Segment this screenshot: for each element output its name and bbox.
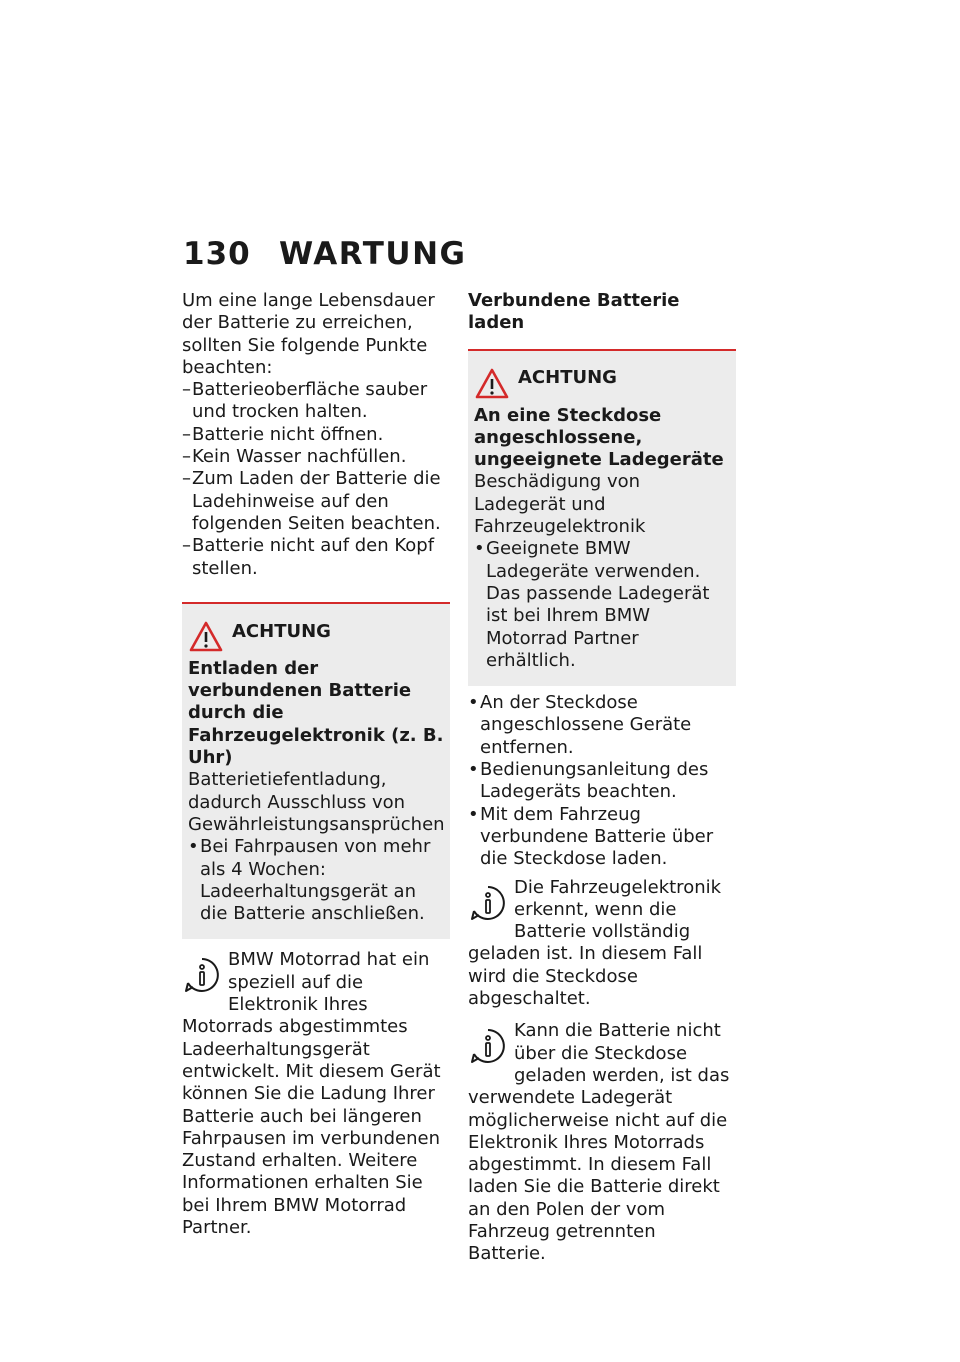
warning-consequence: Batterietiefentladung, dadurch Ausschluss von Gewährleistungsansprüchen (188, 769, 445, 835)
info-text: BMW Motorrad hat ein speziell auf die Elektronik Ihres Motorrads abgestimmtes Ladeerhaltungsgerät entwickelt. Mit diesem Gerät können Sie die Ladung Ihrer Batterie auch bei längeren Fahrpausen im verbundenen Zustand erhalten. Weitere Informationen erhalten Sie bei Ihrem BMW Motorrad Partner. (182, 949, 441, 1238)
warning-box (182, 602, 450, 940)
list-item: – Batterieoberfläche sauber und trocken halten. (182, 379, 450, 424)
warning-triangle-icon (188, 620, 224, 654)
list-item: – Batterie nicht auf den Kopf stellen. (182, 535, 450, 580)
list-item: – Kein Wasser nachfüllen. (182, 446, 450, 468)
warning-label: ACHTUNG (518, 367, 617, 389)
left-column (182, 290, 450, 1239)
warning-box (468, 349, 736, 687)
right-column (468, 290, 736, 1266)
info-note (468, 1020, 736, 1265)
warning-subtitle: Entladen der verbundenen Batterie durch die Fahrzeugelektronik (z. B. Uhr) (188, 657, 444, 769)
info-text: Die Fahrzeugelektronik erkennt, wenn die Batterie vollständig geladen ist. In diesem Fall wird die Steckdose abgeschaltet. (468, 876, 722, 1010)
page-number: 130 (183, 236, 251, 272)
charging-steps (468, 692, 736, 870)
list-item: • Geeignete BMW Ladegeräte verwenden. Das passende Ladegerät ist bei Ihrem BMW Motorrad Partner erhältlich. (474, 538, 730, 672)
page-header (183, 236, 466, 272)
info-icon (182, 955, 222, 995)
list-item: • Bei Fahrpausen von mehr als 4 Wochen: Ladeerhaltungsgerät an die Batterie anschließen. (188, 836, 444, 925)
list-item: • Mit dem Fahrzeug verbundene Batterie über die Steckdose laden. (468, 804, 736, 871)
list-item: – Zum Laden der Batterie die Ladehinweise auf den folgenden Seiten beachten. (182, 468, 450, 535)
list-item: – Batterie nicht öffnen. (182, 424, 450, 446)
list-item: • Bedienungsanleitung des Ladegeräts beachten. (468, 759, 736, 804)
warning-label: ACHTUNG (232, 620, 331, 642)
warning-bullets (188, 836, 444, 925)
section-title: Verbundene Batterie laden (468, 290, 680, 334)
warning-header (188, 620, 444, 654)
info-icon (468, 1026, 508, 1066)
info-icon (468, 883, 508, 923)
page-title: WARTUNG (279, 236, 467, 272)
care-list (182, 379, 450, 580)
warning-bullets (474, 538, 730, 672)
warning-header (474, 367, 730, 401)
warning-triangle-icon (474, 367, 510, 401)
info-text: Kann die Batterie nicht über die Steckdose geladen werden, ist das verwendete Ladegerät möglicherweise nicht auf die Elektronik Ihres Motorrads abgestimmt. In diesem Fall laden Sie die Batterie direkt an den Polen der vom Fahrzeug getrennten Batterie. (468, 1020, 730, 1265)
warning-consequence: Beschädigung von Ladegerät und Fahrzeugelektronik (474, 471, 646, 538)
warning-subtitle: An eine Steckdose angeschlossene, ungeeignete Ladegeräte (474, 404, 724, 471)
info-note (468, 877, 736, 1011)
intro-text: Um eine lange Lebensdauer der Batterie zu erreichen, sollten Sie folgende Punkte beachten: (182, 290, 435, 378)
list-item: • An der Steckdose angeschlossene Geräte entfernen. (468, 692, 736, 759)
info-note (182, 949, 450, 1239)
